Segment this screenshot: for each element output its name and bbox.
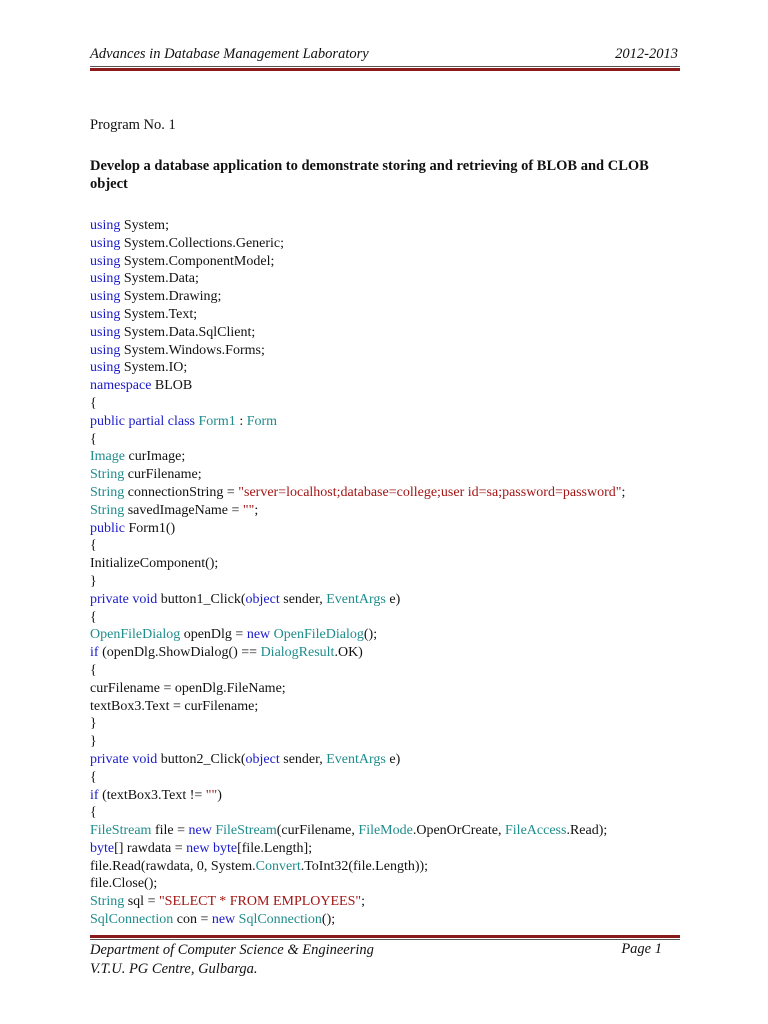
code-token: } — [90, 734, 97, 750]
code-token: byte — [90, 840, 115, 856]
code-token: new — [246, 627, 271, 643]
header-rule-thin — [90, 66, 680, 67]
code-token: "SELECT * FROM EMPLOYEES" — [158, 894, 362, 910]
code-token: System.IO; — [120, 360, 188, 376]
code-token: (openDlg.ShowDialog() == — [98, 645, 261, 661]
code-line — [90, 804, 690, 822]
code-token: .OK) — [334, 645, 363, 661]
code-line — [90, 733, 690, 751]
code-line — [90, 448, 690, 466]
code-line — [90, 893, 690, 911]
code-line — [90, 253, 690, 271]
code-line — [90, 573, 690, 591]
code-token: object — [245, 591, 280, 607]
code-token: con = — [173, 912, 212, 928]
code-token: sql = — [124, 894, 159, 910]
code-line — [90, 609, 690, 627]
footer-department: Department of Computer Science & Engineering — [90, 942, 374, 958]
code-token: file.Read(rawdata, 0, System. — [90, 858, 256, 874]
code-token: (); — [363, 627, 378, 643]
code-line — [90, 288, 690, 306]
code-token: using — [90, 360, 121, 376]
code-token: OpenFileDialog — [90, 627, 181, 643]
code-line — [90, 537, 690, 555]
code-token: { — [90, 395, 97, 411]
code-token: new — [211, 912, 236, 928]
code-token: Image — [90, 449, 125, 465]
code-token: ) — [217, 787, 222, 803]
code-token: using — [90, 271, 121, 287]
code-line — [90, 769, 690, 787]
code-token: } — [90, 573, 97, 589]
code-line — [90, 751, 690, 769]
program-number: Program No. 1 — [90, 117, 176, 133]
code-token: button1_Click( — [157, 591, 246, 607]
code-token: { — [90, 769, 97, 785]
code-token: EventArgs — [326, 591, 386, 607]
code-token: file.Close(); — [90, 876, 158, 892]
code-token: System.Drawing; — [120, 289, 222, 305]
code-token: { — [90, 805, 97, 821]
code-token: { — [90, 662, 97, 678]
code-token: ; — [621, 484, 626, 500]
code-line — [90, 413, 690, 431]
code-line — [90, 911, 690, 929]
code-token: Form — [246, 413, 278, 429]
code-token: curImage; — [124, 449, 186, 465]
code-token: new — [186, 840, 210, 856]
code-token: private void — [90, 591, 158, 607]
code-line — [90, 395, 690, 413]
header-title: Advances in Database Management Laboratory — [90, 46, 369, 62]
code-token: curFilename = openDlg.FileName; — [90, 680, 286, 696]
code-token: } — [90, 716, 97, 732]
code-token: using — [90, 342, 121, 358]
footer-institution — [90, 941, 374, 979]
code-token: { — [90, 431, 97, 447]
code-token: System; — [120, 218, 169, 233]
code-line — [90, 520, 690, 538]
header-rule-thick — [90, 68, 680, 71]
code-token: using — [90, 324, 121, 340]
code-line — [90, 822, 690, 840]
code-token: new — [188, 823, 212, 839]
code-token: "" — [242, 502, 255, 518]
code-token: Convert — [255, 858, 301, 874]
code-token: : — [235, 413, 247, 429]
code-token: .Read); — [566, 823, 608, 839]
code-token: (); — [321, 912, 336, 928]
page-number: Page 1 — [621, 941, 662, 957]
code-token: if — [90, 787, 99, 803]
code-token: EventArgs — [326, 751, 386, 767]
code-line — [90, 858, 690, 876]
code-line — [90, 359, 690, 377]
code-token: String — [90, 467, 125, 483]
code-token: Form1 — [198, 413, 236, 429]
code-token: savedImageName = — [124, 502, 243, 518]
code-token: BLOB — [151, 378, 193, 394]
code-line — [90, 502, 690, 520]
code-token: if — [90, 645, 99, 661]
code-token: file = — [151, 823, 189, 839]
code-token: using — [90, 253, 121, 269]
code-line — [90, 235, 690, 253]
code-token: using — [90, 235, 121, 251]
footer-rule-thin — [90, 939, 680, 940]
code-token: object — [245, 751, 280, 767]
header-year: 2012-2013 — [615, 46, 678, 62]
code-token: System.Windows.Forms; — [120, 342, 265, 358]
code-line — [90, 591, 690, 609]
code-token: System.Collections.Generic; — [120, 235, 285, 251]
code-token: Form1() — [125, 520, 176, 536]
code-token: SqlConnection — [238, 912, 322, 928]
code-token: String — [90, 502, 125, 518]
code-line — [90, 840, 690, 858]
code-line — [90, 680, 690, 698]
code-token: ; — [254, 502, 259, 518]
code-line — [90, 698, 690, 716]
code-token: (textBox3.Text != — [98, 787, 206, 803]
code-token: [file.Length]; — [237, 840, 313, 856]
code-token: DialogResult — [260, 645, 335, 661]
code-token: System.Data.SqlClient; — [120, 324, 256, 340]
code-token: connectionString = — [124, 484, 239, 500]
code-line — [90, 715, 690, 733]
code-token: System.ComponentModel; — [120, 253, 275, 269]
code-token: "" — [205, 787, 218, 803]
code-line — [90, 377, 690, 395]
code-token: openDlg = — [180, 627, 247, 643]
code-token: String — [90, 484, 125, 500]
code-token: .ToInt32(file.Length)); — [300, 858, 429, 874]
footer-rule-thick — [90, 935, 680, 938]
code-token: using — [90, 306, 121, 322]
code-token: OpenFileDialog — [273, 627, 364, 643]
code-token: public — [90, 520, 125, 536]
code-token: System.Text; — [120, 306, 198, 322]
code-token: namespace — [90, 378, 152, 394]
code-token: SqlConnection — [90, 912, 174, 928]
code-token: FileStream — [215, 823, 277, 839]
code-token: [] rawdata = — [114, 840, 187, 856]
code-token: .OpenOrCreate, — [412, 823, 505, 839]
code-line — [90, 626, 690, 644]
code-line — [90, 787, 690, 805]
code-token: (curFilename, — [276, 823, 359, 839]
code-token: System.Data; — [120, 271, 199, 287]
code-token: textBox3.Text = curFilename; — [90, 698, 259, 714]
code-token: e) — [385, 591, 401, 607]
code-listing — [90, 217, 690, 929]
code-token: byte — [212, 840, 238, 856]
program-heading: Develop a database application to demonstrate storing and retrieving of BLOB and CLOB object — [90, 158, 649, 192]
code-line — [90, 644, 690, 662]
code-token: button2_Click( — [157, 751, 246, 767]
code-token: { — [90, 538, 97, 554]
code-token: private void — [90, 751, 158, 767]
code-token: curFilename; — [124, 467, 202, 483]
page-header — [90, 46, 678, 63]
code-token: ; — [361, 894, 365, 910]
code-token: sender, — [279, 591, 327, 607]
code-line — [90, 484, 690, 502]
code-line — [90, 875, 690, 893]
code-token: { — [90, 609, 97, 625]
code-token: InitializeComponent(); — [90, 556, 219, 572]
code-line — [90, 342, 690, 360]
code-token: FileStream — [90, 823, 152, 839]
code-token: e) — [385, 751, 401, 767]
code-line — [90, 466, 690, 484]
code-token: FileAccess — [505, 823, 567, 839]
code-line — [90, 217, 690, 235]
code-token: public partial class — [90, 413, 195, 429]
code-token: using — [90, 218, 121, 233]
code-line — [90, 270, 690, 288]
code-line — [90, 555, 690, 573]
code-token: sender, — [279, 751, 327, 767]
code-token: FileMode — [358, 823, 413, 839]
code-line — [90, 324, 690, 342]
code-line — [90, 431, 690, 449]
code-token: using — [90, 289, 121, 305]
footer-centre: V.T.U. PG Centre, Gulbarga. — [90, 961, 258, 977]
code-line — [90, 306, 690, 324]
code-line — [90, 662, 690, 680]
code-token: "server=localhost;database=college;user id=sa;password=password" — [238, 484, 622, 500]
code-token: String — [90, 894, 125, 910]
